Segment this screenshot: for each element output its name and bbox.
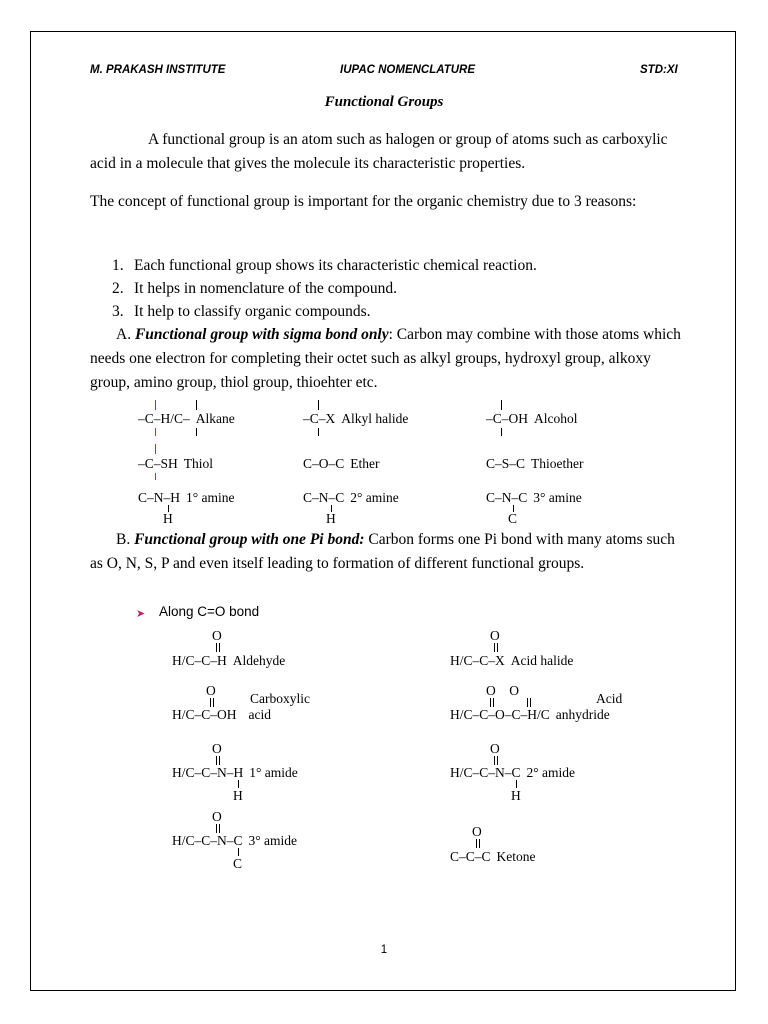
bond-line <box>516 780 517 788</box>
carbonyl-oxygen: O <box>212 809 222 824</box>
intro-paragraph: A functional group is an atom such as halogen or group of atoms such as carboxylic acid in a molecule that gives the molecule its characteristic properties. <box>90 131 668 172</box>
double-bond-line <box>497 643 498 652</box>
carbonyl-oxygen: O <box>206 683 216 698</box>
aldehyde-formula: H/C–C–H Aldehyde <box>172 653 286 668</box>
bond-line <box>501 428 502 436</box>
list-item: 2. It helps in nomenclature of the compound. <box>112 280 398 297</box>
secondary-amide-formula: H/C–C–N–C 2° amide <box>450 765 576 780</box>
along-co-bond-label: Along C=O bond <box>159 604 260 619</box>
thioether-formula: C–S–C Thioether <box>486 456 584 471</box>
double-bond-line <box>527 698 528 707</box>
section-b-paragraph: B. Functional group with one Pi bond: Carbon forms one Pi bond with many atoms such as O, N, S, P and even itself leading to formation of different functional groups. <box>90 531 675 572</box>
ether-formula: C–O–C Ether <box>303 456 380 471</box>
reasons-list <box>112 254 537 323</box>
double-bond-line <box>494 756 495 765</box>
carbonyl-oxygen: O <box>490 628 500 643</box>
list-item: 3. It help to classify organic compounds. <box>112 303 371 320</box>
double-bond-line <box>216 756 217 765</box>
double-bond-line <box>219 643 220 652</box>
bond-line <box>155 400 156 410</box>
double-bond-line <box>216 643 217 652</box>
bond-line <box>318 400 319 410</box>
double-bond-line <box>490 698 491 707</box>
double-bond-line <box>530 698 531 707</box>
double-bond-line <box>219 756 220 765</box>
primary-amine-formula: C–N–H 1° amine <box>138 490 235 505</box>
bond-line <box>196 400 197 410</box>
carbonyl-oxygen: O <box>472 824 482 839</box>
concept-paragraph: The concept of functional group is important for the organic chemistry due to 3 reasons: <box>90 193 637 210</box>
amine-substituent: H <box>163 511 173 526</box>
tertiary-amine-formula: C–N–C 3° amine <box>486 490 582 505</box>
bond-line <box>196 428 197 436</box>
double-bond-line <box>213 698 214 707</box>
carbonyl-oxygen: O O <box>486 683 519 698</box>
alkyl-halide-formula: –C–X Alkyl halide <box>303 411 409 426</box>
carbonyl-oxygen: O <box>490 741 500 756</box>
acid-anhydride-name: Acid <box>596 691 623 706</box>
double-bond-line <box>493 698 494 707</box>
amide-substituent: H <box>233 788 243 803</box>
bond-line <box>238 848 239 856</box>
bond-line <box>155 473 156 480</box>
header-subject: IUPAC NOMENCLATURE <box>340 64 476 76</box>
bond-line <box>155 444 156 454</box>
arrow-bullet-icon: ➤ <box>136 607 146 620</box>
amide-substituent: C <box>233 856 243 871</box>
double-bond-line <box>219 824 220 833</box>
carboxylic-acid-name: Carboxylic <box>250 691 310 706</box>
header-std: STD:XI <box>640 64 678 76</box>
double-bond-line <box>479 839 480 848</box>
amine-substituent: C <box>508 511 518 526</box>
amide-substituent: H <box>511 788 521 803</box>
page-number: 1 <box>380 944 388 956</box>
section-a-paragraph: A. Functional group with sigma bond only: Carbon may combine with those atoms which needs one electron for completing their octet such as alkyl groups, hydroxyl group, alkoxy group, amino group, thiol group, thioehter etc. <box>90 326 681 391</box>
bond-line <box>318 428 319 436</box>
tertiary-amide-formula: H/C–C–N–C 3° amide <box>172 833 298 848</box>
list-item: 1. Each functional group shows its characteristic chemical reaction. <box>112 257 537 274</box>
acid-anhydride-formula: H/C–C–O–C–H/C anhydride <box>450 707 610 722</box>
double-bond-line <box>210 698 211 707</box>
carbonyl-oxygen: O <box>212 628 222 643</box>
double-bond-line <box>476 839 477 848</box>
bond-line <box>501 400 502 410</box>
double-bond-line <box>494 643 495 652</box>
secondary-amine-formula: C–N–C 2° amine <box>303 490 399 505</box>
primary-amide-formula: H/C–C–N–H 1° amide <box>172 765 298 780</box>
bond-line <box>238 780 239 788</box>
double-bond-line <box>216 824 217 833</box>
double-bond-line <box>497 756 498 765</box>
header-institute: M. PRAKASH INSTITUTE <box>90 64 226 76</box>
bond-line <box>155 428 156 436</box>
thiol-formula: –C–SH Thiol <box>138 456 214 471</box>
amine-substituent: H <box>326 511 336 526</box>
acid-halide-formula: H/C–C–X Acid halide <box>450 653 574 668</box>
carboxylic-acid-formula: H/C–C–OH acid <box>172 707 272 722</box>
carbonyl-oxygen: O <box>212 741 222 756</box>
alkane-formula: –C–H/C– Alkane <box>138 411 235 426</box>
alcohol-formula: –C–OH Alcohol <box>486 411 578 426</box>
ketone-formula: C–C–C Ketone <box>450 849 536 864</box>
page-title: Functional Groups <box>324 94 444 110</box>
